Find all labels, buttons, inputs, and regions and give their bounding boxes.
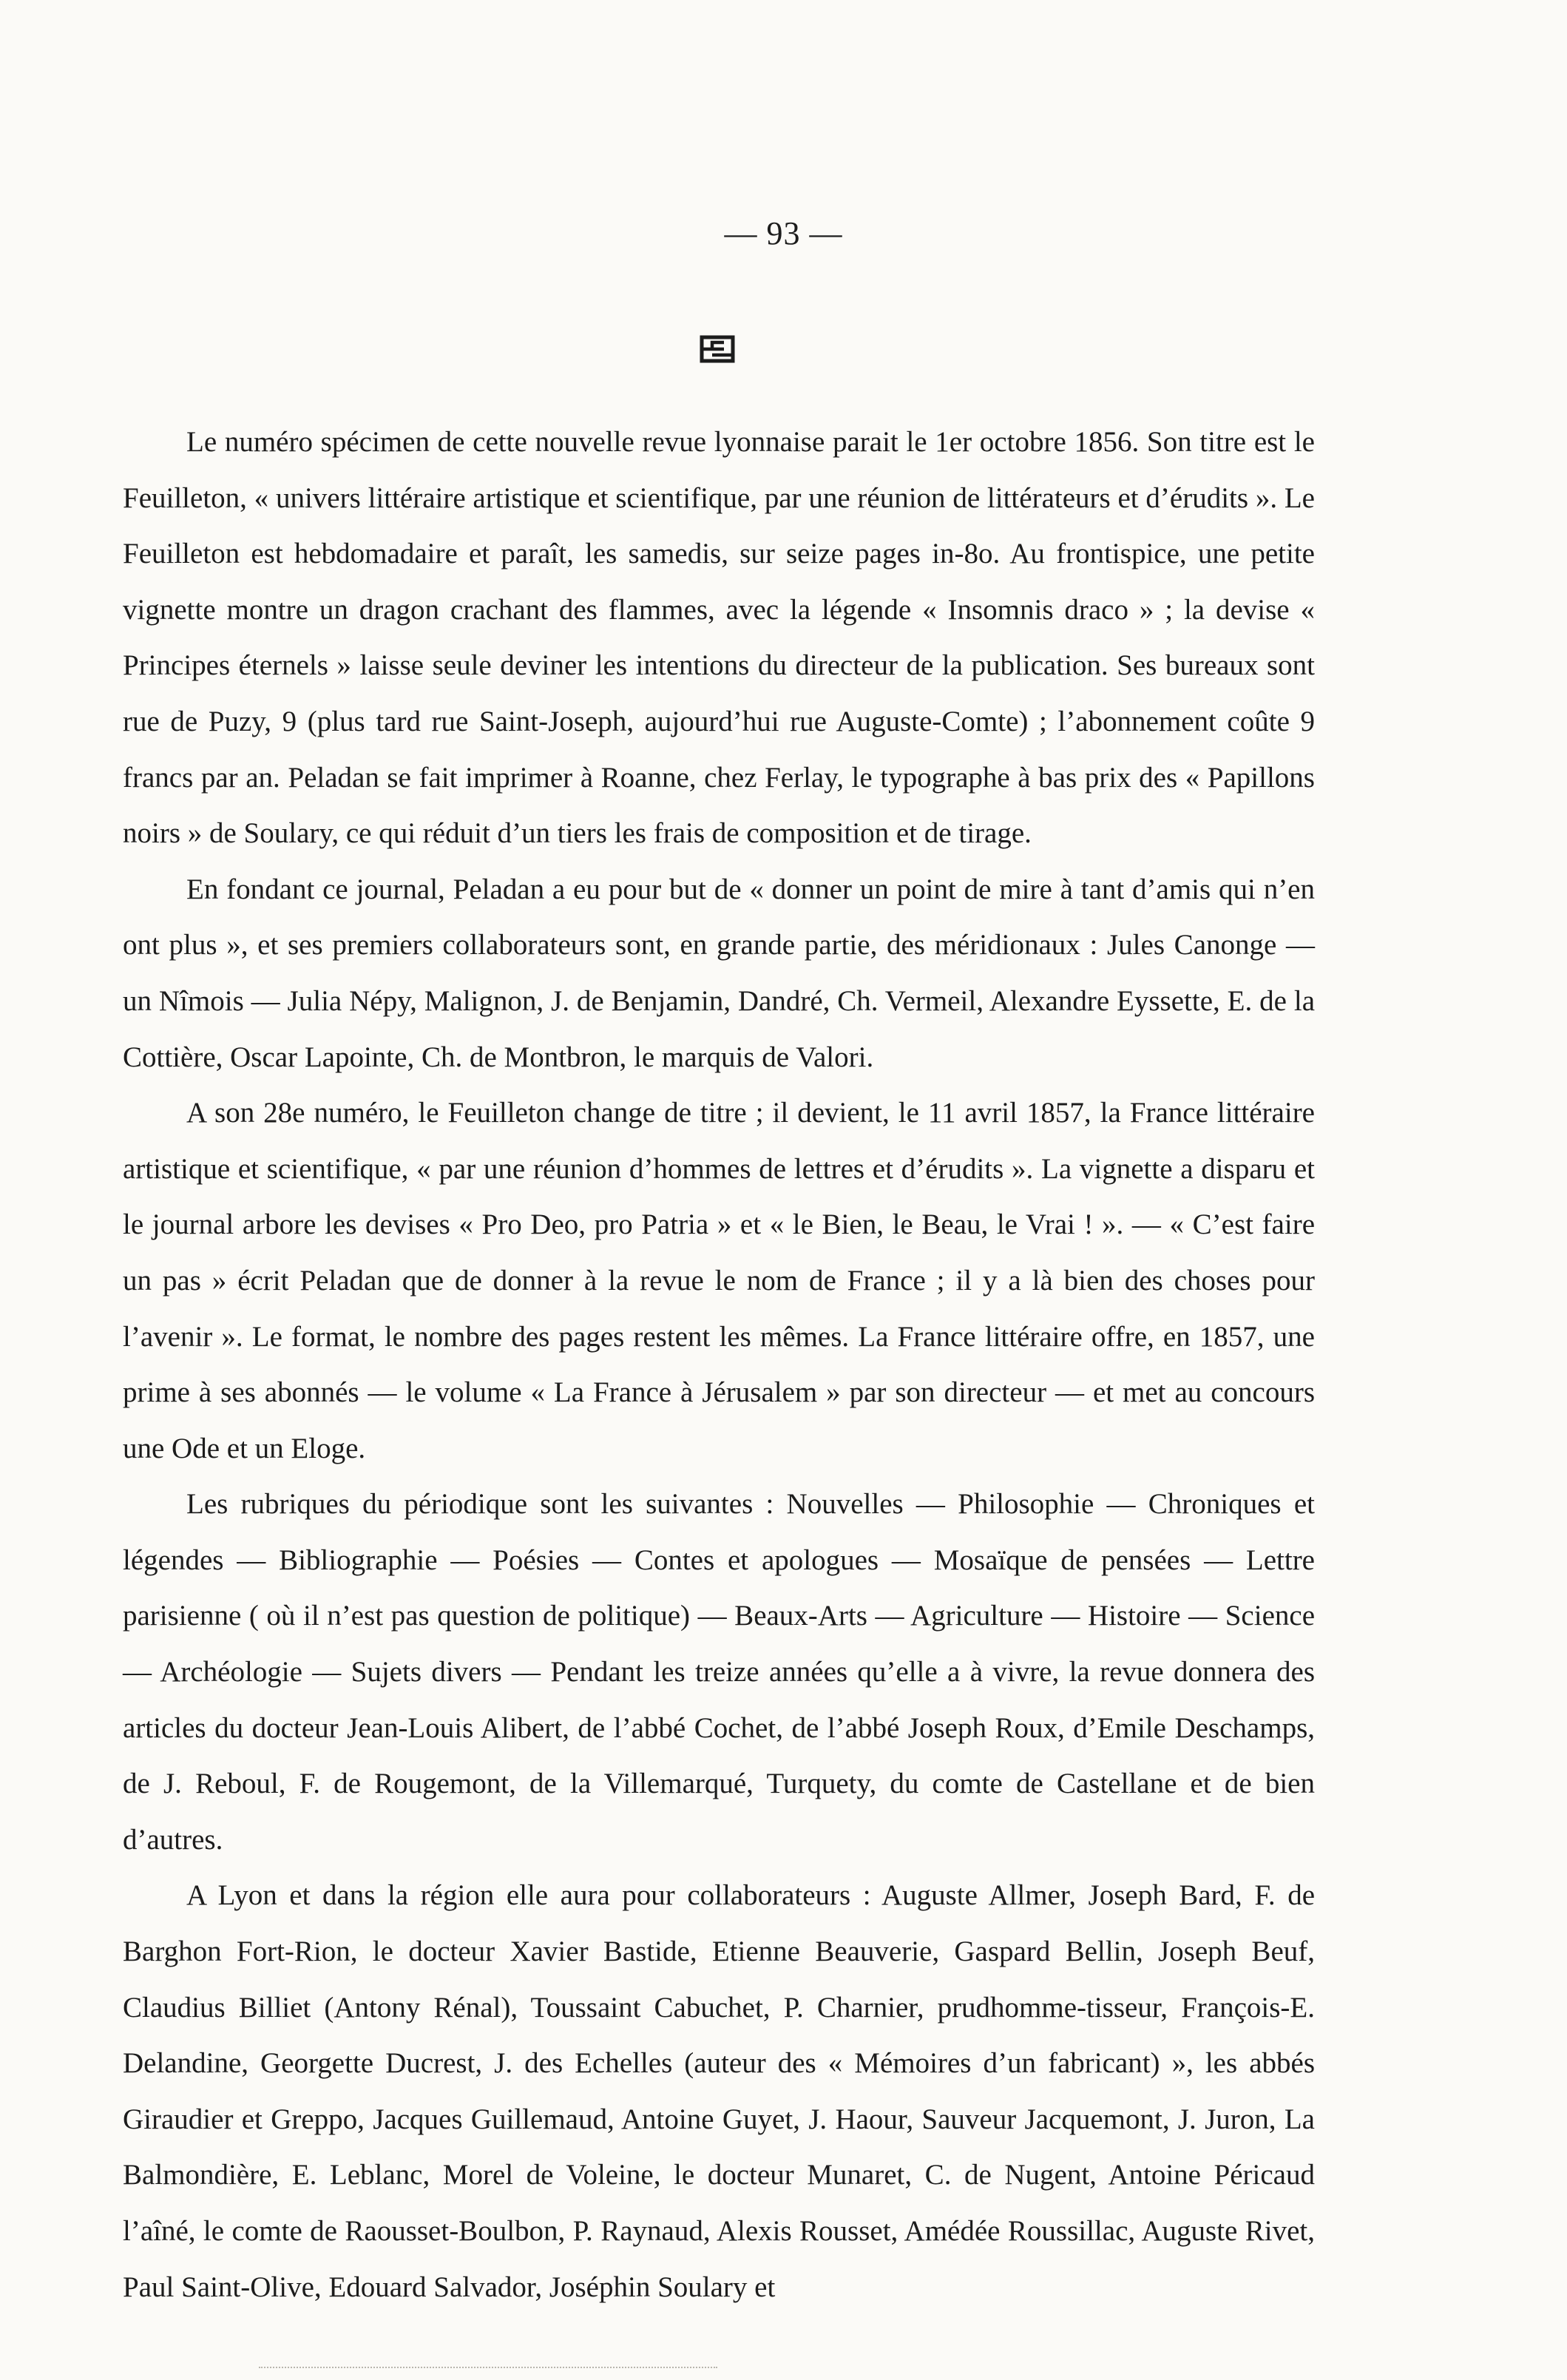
paragraph-3: A son 28e numéro, le Feuilleton change de titre ; il devient, le 11 avril 1857, la France littéraire artistique et scientifique, « par une réunion d’hommes de lettres et d’érudits ». La vignette a disparu et le journal arbore les devises « Pro Deo, pro Patria » et « le Bien, le Beau, le Vrai ! ». — « C’est faire un pas » écrit Peladan que de donner à la revue le nom de France ; il y a là bien des choses pour l’avenir ». Le format, le nombre des pages restent les mêmes. La France littéraire offre, en 1857, une prime à ses abonnés — le volume « La France à Jérusalem » par son directeur — et met au concours une Ode et un Eloge. — [123, 1097, 1315, 1464]
paragraph-4: Les rubriques du périodique sont les suivantes : Nouvelles — Philosophie — Chroniques et légendes — Bibliographie — Poésies — Contes et apologues — Mosaïque de pensées — Lettre parisienne ( où il n’est pas question de politique) — Beaux-Arts — Agriculture — Histoire — Science — Archéologie — Sujets divers — Pendant les treize années qu’elle a à vivre, la revue donnera des articles du docteur Jean-Louis Alibert, de l’abbé Cochet, de l’abbé Joseph Roux, d’Emile Deschamps, de J. Reboul, F. de Rougemont, de la Villemarqué, Turquety, du comte de Castellane et de bien d’autres. — [123, 1488, 1315, 1856]
paragraph-1: Le numéro spécimen de cette nouvelle revue lyonnaise parait le 1er octobre 1856. Son titre est le Feuilleton, « univers littéraire artistique et scientifique, par une réunion de littérateurs et d’érudits ». Le Feuilleton est hebdomadaire et paraît, les samedis, sur seize pages in-8o. Au frontispice, une petite vignette montre un dragon crachant des flammes, avec la légende « Insomnis draco » ; la devise « Principes éternels » laisse seule deviner les intentions du directeur de la publication. Ses bureaux sont rue de Puzy, 9 (plus tard rue Saint-Joseph, aujourd’hui rue Auguste-Comte) ; l’abonnement coûte 9 francs par an. Peladan se fait imprimer à Roanne, chez Ferlay, le typographe à bas prix des « Papillons noirs » de Soulary, ce qui réduit d’un tiers les frais de composition et de tirage. — [123, 426, 1315, 850]
greek-key-ornament-icon — [700, 334, 737, 364]
paragraph-2: En fondant ce journal, Peladan a eu pour but de « donner un point de mire à tant d’amis qui n’en ont plus », et ses premiers collaborateurs sont, en grande partie, des méridionaux : Jules Canonge — un Nîmois — Julia Népy, Malignon, J. de Benjamin, Dandré, Ch. Vermeil, Alexandre Eyssette, E. de la Cottière, Oscar Lapointe, Ch. de Montbron, le marquis de Valori. — [123, 873, 1315, 1073]
bottom-rule — [259, 2367, 717, 2368]
paragraph-5: A Lyon et dans la région elle aura pour collaborateurs : Auguste Allmer, Joseph Bard, F. de Barghon Fort-Rion, le docteur Xavier Bastide, Etienne Beauverie, Gaspard Bellin, Joseph Beuf, Claudius Billiet (Antony Rénal), Toussaint Cabuchet, P. Charnier, prudhomme-tisseur, François-E. Delandine, Georgette Ducrest, J. des Echelles (auteur des « Mémoires d’un fabricant) », les abbés Giraudier et Greppo, Jacques Guillemaud, Antoine Guyet, J. Haour, Sauveur Jacquemont, J. Juron, La Balmondière, E. Leblanc, Morel de Voleine, le docteur Munaret, C. de Nugent, Antoine Péricaud l’aîné, le comte de Raousset-Boulbon, P. Raynaud, Alexis Rousset, Amédée Roussillac, Auguste Rivet, Paul Saint-Olive, Edouard Salvador, Joséphin Soulary et — [123, 1879, 1315, 2303]
page-number: — 93 — — [724, 215, 843, 251]
article-body — [123, 414, 1315, 2315]
